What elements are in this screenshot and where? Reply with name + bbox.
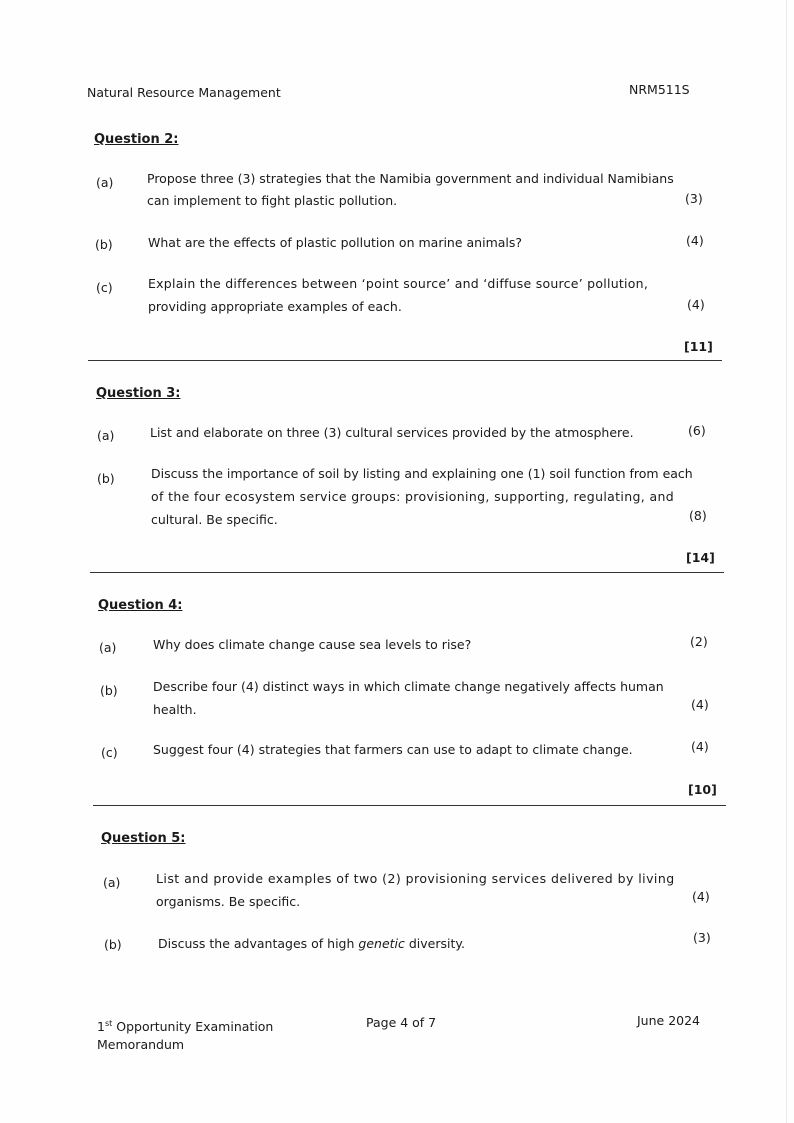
q5-b-text-emphasis: genetic bbox=[358, 936, 405, 951]
q5-a-label: (a) bbox=[103, 875, 121, 890]
q2-a-label: (a) bbox=[96, 175, 114, 190]
q4-a-label: (a) bbox=[99, 640, 117, 655]
question-5-title: Question 5: bbox=[101, 831, 186, 846]
q4-c-marks: (4) bbox=[691, 739, 709, 754]
q5-b-label: (b) bbox=[104, 937, 122, 952]
question-2-title: Question 2: bbox=[94, 132, 179, 147]
footer-exam-type-line2: Memorandum bbox=[97, 1037, 185, 1053]
q4-c-label: (c) bbox=[101, 745, 118, 760]
q4-c-text: Suggest four (4) strategies that farmers can use to adapt to climate change. bbox=[153, 742, 633, 757]
q4-b-text-line2: health. bbox=[153, 702, 197, 717]
footer-page-number: Page 4 of 7 bbox=[366, 1015, 437, 1030]
q5-b-text bbox=[158, 934, 465, 954]
q2-a-text-line1: Propose three (3) strategies that the Namibia government and individual Namibians bbox=[147, 171, 674, 186]
q5-a-marks: (4) bbox=[692, 889, 710, 904]
q2-b-marks: (4) bbox=[686, 233, 704, 248]
footer-exam-type-line1: Opportunity Examination bbox=[112, 1019, 274, 1035]
footer-exam-type bbox=[97, 1015, 273, 1054]
q4-divider bbox=[93, 805, 726, 806]
question-4-title: Question 4: bbox=[98, 598, 183, 613]
q4-total: [10] bbox=[688, 782, 717, 797]
q3-b-label: (b) bbox=[97, 471, 115, 486]
q4-b-text-line1: Describe four (4) distinct ways in which climate change negatively affects human bbox=[153, 679, 664, 694]
q3-b-text-line3: cultural. Be specific. bbox=[151, 512, 278, 527]
q3-b-text-line2: of the four ecosystem service groups: provisioning, supporting, regulating, and bbox=[151, 489, 675, 504]
q3-b-text-line1: Discuss the importance of soil by listing and explaining one (1) soil function from each bbox=[151, 466, 693, 481]
q2-a-text-line2: can implement to fight plastic pollution. bbox=[147, 193, 398, 208]
q5-a-text-line2: organisms. Be specific. bbox=[156, 894, 301, 909]
footer-ordinal-suffix: st bbox=[104, 1019, 113, 1028]
q3-a-label: (a) bbox=[97, 428, 115, 443]
q2-divider bbox=[88, 360, 722, 361]
q5-b-text-post: diversity. bbox=[404, 936, 465, 951]
q3-a-marks: (6) bbox=[688, 423, 706, 438]
q4-a-text: Why does climate change cause sea levels to rise? bbox=[153, 637, 472, 652]
question-3-title: Question 3: bbox=[96, 386, 181, 401]
q5-a-text-line1: List and provide examples of two (2) provisioning services delivered by living bbox=[156, 871, 675, 886]
scan-edge-line bbox=[786, 0, 787, 1123]
q2-c-marks: (4) bbox=[687, 297, 705, 312]
q3-divider bbox=[90, 572, 724, 573]
q3-a-text: List and elaborate on three (3) cultural services provided by the atmosphere. bbox=[150, 425, 634, 440]
q2-b-label: (b) bbox=[95, 237, 113, 252]
q2-total: [11] bbox=[684, 339, 713, 354]
q2-c-label: (c) bbox=[96, 280, 113, 295]
header-course-code: NRM511S bbox=[629, 82, 690, 97]
footer-ordinal: 1 bbox=[97, 1019, 105, 1035]
q3-total: [14] bbox=[686, 550, 715, 565]
q4-a-marks: (2) bbox=[690, 634, 708, 649]
q5-b-marks: (3) bbox=[693, 930, 711, 945]
q2-c-text-line1: Explain the differences between ‘point source’ and ‘diffuse source’ pollution, bbox=[148, 276, 649, 291]
q4-b-label: (b) bbox=[100, 683, 118, 698]
q2-b-text: What are the effects of plastic pollution on marine animals? bbox=[148, 235, 523, 250]
header-course-name: Natural Resource Management bbox=[87, 85, 281, 100]
q4-b-marks: (4) bbox=[691, 697, 709, 712]
footer-date: June 2024 bbox=[637, 1013, 701, 1028]
q3-b-marks: (8) bbox=[689, 508, 707, 523]
q2-c-text-line2: providing appropriate examples of each. bbox=[148, 299, 402, 314]
q2-a-marks: (3) bbox=[685, 191, 703, 206]
q5-b-text-pre: Discuss the advantages of high bbox=[158, 936, 359, 951]
